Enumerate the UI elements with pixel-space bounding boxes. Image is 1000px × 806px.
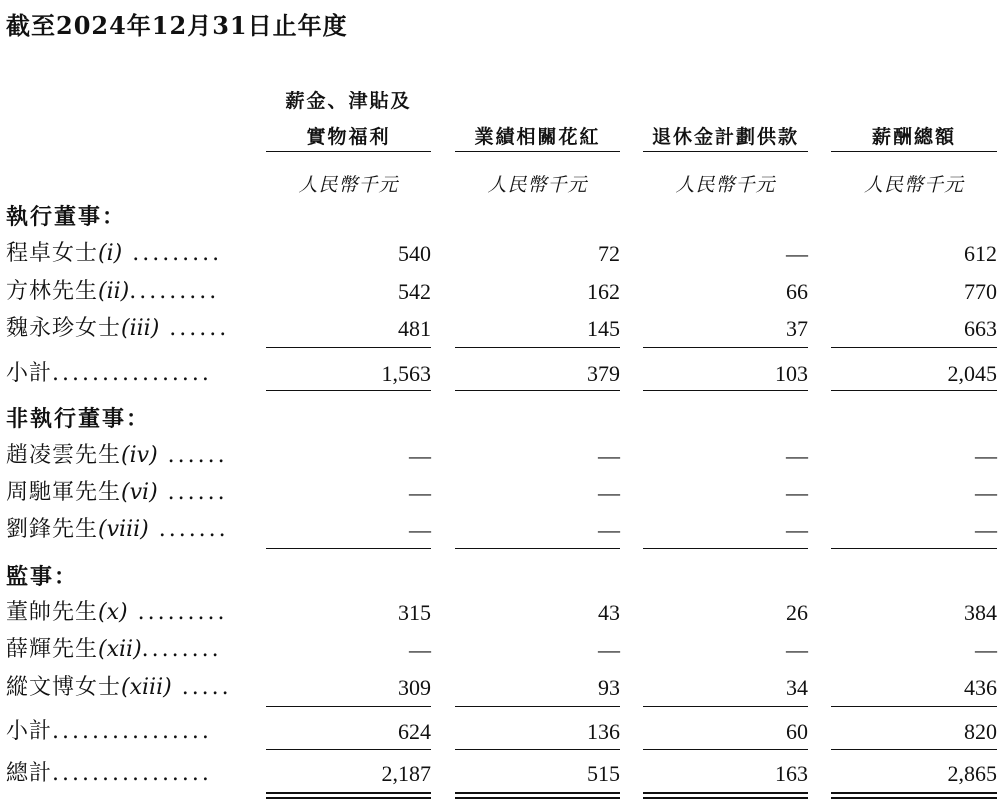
subtotal2-rule-1 — [266, 706, 431, 707]
section-rule-3 — [643, 548, 808, 549]
cell-pension: 26 — [786, 600, 808, 625]
col1-unit: 人民幣千元 — [298, 174, 399, 196]
table-row — [0, 236, 1000, 272]
col2-header: 業績相關花紅 — [474, 126, 601, 148]
leader-dots: ................ — [52, 719, 212, 744]
subtotal-bottom-rule-4 — [831, 390, 997, 391]
cell-total: 384 — [964, 600, 997, 625]
cell-bonus: 93 — [598, 675, 620, 700]
subtotal-rule-3 — [643, 347, 808, 348]
row-name: 董帥先生 — [6, 600, 99, 625]
subtotal-rule-1 — [266, 347, 431, 348]
subtotal-row — [0, 714, 1000, 750]
total-double-rule-2b — [455, 797, 620, 799]
leader-dots: ...... — [159, 316, 230, 341]
leader-dots: ....... — [148, 517, 229, 542]
table-row — [0, 438, 1000, 474]
col1-header-line2: 實物福利 — [306, 126, 391, 148]
cell-total: — — [975, 480, 997, 505]
cell-pension: — — [786, 443, 808, 468]
cell-bonus: 43 — [598, 600, 620, 625]
cell-salary: — — [409, 443, 431, 468]
cell-salary: 309 — [398, 675, 431, 700]
col4-header: 薪酬總額 — [871, 126, 956, 148]
cell-pension: — — [786, 480, 808, 505]
table-row — [0, 311, 1000, 347]
cell-bonus: 162 — [587, 279, 620, 304]
cell-total: 770 — [964, 279, 997, 304]
cell-bonus: 515 — [587, 761, 620, 786]
cell-salary: 315 — [398, 600, 431, 625]
subtotal-rule-2 — [455, 347, 620, 348]
subtotal2-rule-2 — [455, 706, 620, 707]
subtotal-bottom-rule-2 — [455, 390, 620, 391]
cell-bonus: 136 — [587, 719, 620, 744]
total-double-rule-3a — [643, 792, 808, 794]
header-rule-4 — [831, 151, 997, 152]
leader-dots: ..... — [171, 675, 232, 700]
cell-pension: 60 — [786, 719, 808, 744]
cell-pension: 66 — [786, 279, 808, 304]
subtotal2-rule-4 — [831, 706, 997, 707]
total-double-rule-3b — [643, 797, 808, 799]
cell-total: 663 — [964, 316, 997, 341]
cell-salary: 481 — [398, 316, 431, 341]
cell-bonus: 72 — [598, 241, 620, 266]
row-name: 小計 — [6, 361, 53, 386]
subtotal2-bottom-rule-1 — [266, 749, 431, 750]
subtotal2-rule-3 — [643, 706, 808, 707]
row-name: 程卓女士 — [6, 241, 99, 266]
cell-bonus: 379 — [587, 361, 620, 386]
table-row — [0, 512, 1000, 548]
leader-dots: ......... — [122, 241, 223, 266]
row-note: (iii) — [121, 316, 160, 341]
cell-total: 2,865 — [947, 761, 997, 786]
subtotal-bottom-rule-3 — [643, 390, 808, 391]
cell-pension: — — [786, 241, 808, 266]
col1-header-line1: 薪金、津貼及 — [285, 90, 412, 112]
row-name: 薛輝先生 — [6, 637, 99, 662]
section-supervisors: 監事： — [6, 564, 79, 590]
row-name: 周馳軍先生 — [6, 480, 122, 505]
cell-pension: 103 — [775, 361, 808, 386]
cell-salary: — — [409, 517, 431, 542]
row-note: (xii) — [98, 637, 142, 662]
table-row — [0, 274, 1000, 310]
header-rule-3 — [643, 151, 808, 152]
header-rule-1 — [266, 151, 431, 152]
table-row — [0, 595, 1000, 631]
section-rule-4 — [831, 548, 997, 549]
cell-bonus: — — [598, 443, 620, 468]
cell-total: — — [975, 517, 997, 542]
cell-total: 820 — [964, 719, 997, 744]
section-rule-1 — [266, 548, 431, 549]
subtotal2-bottom-rule-4 — [831, 749, 997, 750]
total-double-rule-4b — [831, 797, 997, 799]
header-rule-2 — [455, 151, 620, 152]
row-note: (ii) — [98, 279, 130, 304]
table-row — [0, 632, 1000, 668]
cell-total: — — [975, 637, 997, 662]
col3-unit: 人民幣千元 — [675, 174, 776, 196]
row-note: (xiii) — [121, 675, 172, 700]
cell-pension: 163 — [775, 761, 808, 786]
cell-total: 436 — [964, 675, 997, 700]
total-double-rule-2a — [455, 792, 620, 794]
cell-pension: — — [786, 637, 808, 662]
col4-unit: 人民幣千元 — [863, 174, 964, 196]
row-name: 縱文博女士 — [6, 675, 122, 700]
cell-pension: 37 — [786, 316, 808, 341]
subtotal-row — [0, 356, 1000, 392]
cell-bonus: — — [598, 637, 620, 662]
cell-salary: 1,563 — [381, 361, 431, 386]
section-executive-directors: 執行董事： — [6, 204, 127, 230]
row-name: 方林先生 — [6, 279, 99, 304]
cell-total: 2,045 — [947, 361, 997, 386]
row-name: 魏永珍女士 — [6, 316, 122, 341]
subtotal2-bottom-rule-2 — [455, 749, 620, 750]
cell-bonus: — — [598, 480, 620, 505]
cell-salary: 542 — [398, 279, 431, 304]
leader-dots: ................ — [52, 361, 212, 386]
cell-total: 612 — [964, 241, 997, 266]
section-rule-2 — [455, 548, 620, 549]
leader-dots: ................ — [52, 761, 212, 786]
total-double-rule-1b — [266, 797, 431, 799]
cell-salary: 540 — [398, 241, 431, 266]
page-title: 截至2024年12月31日止年度 — [6, 11, 348, 40]
leader-dots: ...... — [157, 443, 228, 468]
cell-salary: 624 — [398, 719, 431, 744]
table-row — [0, 670, 1000, 706]
cell-pension: 34 — [786, 675, 808, 700]
leader-dots: ........ — [141, 637, 222, 662]
cell-pension: — — [786, 517, 808, 542]
section-non-executive-directors: 非執行董事： — [6, 406, 151, 432]
row-name: 劉鋒先生 — [6, 517, 99, 542]
col2-unit: 人民幣千元 — [487, 174, 588, 196]
cell-salary: 2,187 — [381, 761, 431, 786]
row-name: 趙凌雲先生 — [6, 443, 122, 468]
cell-total: — — [975, 443, 997, 468]
subtotal-rule-4 — [831, 347, 997, 348]
subtotal2-bottom-rule-3 — [643, 749, 808, 750]
col3-header: 退休金計劃供款 — [651, 126, 799, 148]
row-name: 總計 — [6, 761, 53, 786]
row-note: (iv) — [121, 443, 158, 468]
total-double-rule-1a — [266, 792, 431, 794]
cell-salary: — — [409, 480, 431, 505]
cell-salary: — — [409, 637, 431, 662]
leader-dots: ......... — [127, 600, 228, 625]
grand-total-row — [0, 756, 1000, 792]
row-note: (x) — [98, 600, 128, 625]
subtotal-bottom-rule-1 — [266, 390, 431, 391]
cell-bonus: 145 — [587, 316, 620, 341]
row-note: (vi) — [121, 480, 158, 505]
leader-dots: ...... — [157, 480, 228, 505]
total-double-rule-4a — [831, 792, 997, 794]
row-note: (viii) — [98, 517, 149, 542]
cell-bonus: — — [598, 517, 620, 542]
row-name: 小計 — [6, 719, 53, 744]
table-row — [0, 475, 1000, 511]
leader-dots: ......... — [129, 279, 220, 304]
row-note: (i) — [98, 241, 123, 266]
